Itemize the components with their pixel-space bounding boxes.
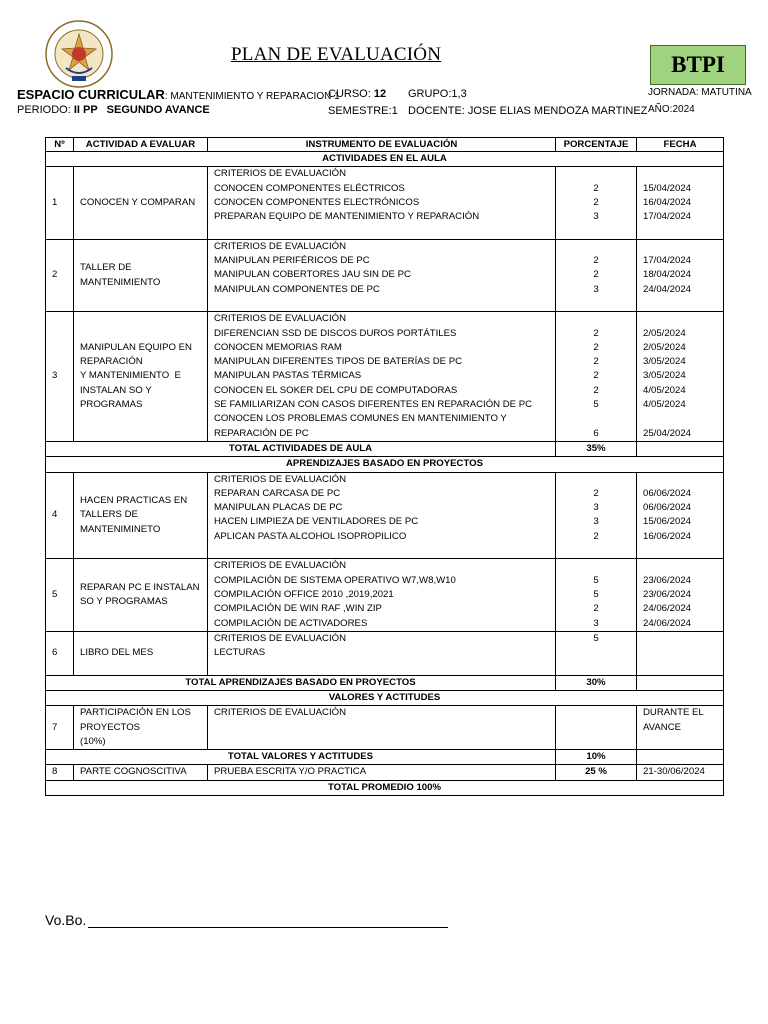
- row-porcentaje: [556, 559, 637, 631]
- table-header-row: [46, 138, 724, 152]
- fecha-value: 15/04/2024: [643, 182, 692, 194]
- instrument-line: MANIPULAN COMPONENTES DE PC: [214, 283, 380, 295]
- school-seal-logo: [44, 18, 114, 90]
- pct-value: 2: [593, 182, 599, 194]
- page-title: PLAN DE EVALUACIÓN: [231, 44, 442, 65]
- row-actividad: [74, 239, 208, 311]
- actividad-line: INSTALAN SO Y: [80, 384, 152, 396]
- fecha-value: 18/04/2024: [643, 269, 692, 281]
- fecha-value: 2/05/2024: [643, 341, 686, 353]
- row-actividad: [74, 167, 208, 239]
- row-num: 7: [46, 706, 74, 750]
- espacio-value: : MANTENIMIENTO Y REPARACION 1: [164, 91, 340, 102]
- fecha-value: 23/06/2024: [643, 574, 692, 586]
- fecha-value: 25/04/2024: [643, 427, 692, 439]
- actividad-line: MANIPULAN EQUIPO EN: [80, 341, 192, 353]
- fecha-value: 23/06/2024: [643, 588, 692, 600]
- total-label: TOTAL PROMEDIO 100%: [46, 780, 724, 795]
- row-instrumento: [208, 706, 556, 750]
- row-num: 1: [46, 167, 74, 239]
- table-row: [46, 312, 724, 442]
- actividad-line: HACEN PRACTICAS EN: [80, 494, 188, 506]
- criterios-line: CRITERIOS DE EVALUACIÓN: [214, 560, 347, 572]
- row-fecha: [637, 167, 724, 239]
- instrument-line: HACEN LIMPIEZA DE VENTILADORES DE PC: [214, 516, 419, 528]
- fecha-value: 24/04/2024: [643, 283, 692, 295]
- row-instrumento: [208, 239, 556, 311]
- row-porcentaje: [556, 239, 637, 311]
- criterios-line: CRITERIOS DE EVALUACIÓN: [214, 240, 347, 252]
- row-instrumento: [208, 631, 556, 675]
- row-actividad: [74, 472, 208, 559]
- row-actividad: [74, 631, 208, 675]
- fecha-value: 15/06/2024: [643, 516, 692, 528]
- row-num: 2: [46, 239, 74, 311]
- docente: DOCENTE: JOSE ELIAS MENDOZA MARTINEZ: [408, 105, 648, 117]
- row-porcentaje: 25 %: [556, 765, 637, 780]
- jornada: JORNADA: MATUTINA: [648, 87, 752, 98]
- instrument-line: MANIPULAN PERIFÉRICOS DE PC: [214, 255, 370, 267]
- total-value: 10%: [556, 750, 637, 765]
- criterios-line: CRITERIOS DE EVALUACIÓN: [214, 313, 347, 325]
- col-actividad: ACTIVIDAD A EVALUAR: [74, 138, 208, 152]
- evaluation-table: [45, 137, 724, 796]
- total-label: TOTAL VALORES Y ACTITUDES: [46, 750, 556, 765]
- pct-value: 5: [593, 632, 599, 644]
- actividad-line: TALLERS DE: [80, 509, 138, 521]
- criterios-line: CRITERIOS DE EVALUACIÓN: [214, 168, 347, 180]
- fecha-value: 24/06/2024: [643, 603, 692, 615]
- row-porcentaje: [556, 631, 637, 675]
- espacio-curricular: [17, 87, 340, 102]
- row-actividad: [74, 559, 208, 631]
- instrument-line: DIFERENCIAN SSD DE DISCOS DUROS PORTÁTILES: [214, 327, 457, 339]
- fecha-value: 16/06/2024: [643, 530, 692, 542]
- actividad-line: LIBRO DEL MES: [80, 647, 154, 659]
- pct-value: 3: [593, 283, 599, 295]
- total-row-proyectos: [46, 675, 724, 690]
- table-row: [46, 239, 724, 311]
- fecha-value: 24/06/2024: [643, 617, 692, 629]
- instrument-line: CONOCEN MEMORIAS RAM: [214, 341, 342, 353]
- criterios-line: CRITERIOS DE EVALUACIÓN: [214, 632, 347, 644]
- instrument-line: COMPILACIÓN DE SISTEMA OPERATIVO W7,W8,W10: [214, 574, 456, 586]
- fecha-value: DURANTE EL: [643, 707, 704, 719]
- instrument-line: SE FAMILIARIZAN CON CASOS DIFERENTES EN REPARACIÓN DE PC: [214, 399, 533, 411]
- table-row: [46, 631, 724, 675]
- instrument-line: CONOCEN EL SOKER DEL CPU DE COMPUTADORAS: [214, 384, 458, 396]
- grupo: GRUPO:1,3: [408, 88, 467, 100]
- row-fecha: [637, 631, 724, 675]
- fecha-value: 4/05/2024: [643, 384, 686, 396]
- instrument-line: LECTURAS: [214, 647, 266, 659]
- pct-value: 3: [593, 502, 599, 514]
- row-fecha: [637, 559, 724, 631]
- pct-value: 2: [593, 370, 599, 382]
- actividad-line: MANTENIMIENTO: [80, 276, 161, 288]
- criterios-line: CRITERIOS DE EVALUACIÓN: [214, 473, 347, 485]
- fecha-value: 17/04/2024: [643, 211, 692, 223]
- curso-value: 12: [373, 88, 387, 100]
- fecha-value: 06/06/2024: [643, 487, 692, 499]
- pct-value: 3: [593, 516, 599, 528]
- row-actividad: [74, 312, 208, 442]
- pct-value: 2: [593, 356, 599, 368]
- pct-value: 2: [593, 530, 599, 542]
- fecha-value: 06/06/2024: [643, 502, 692, 514]
- pct-value: 2: [593, 341, 599, 353]
- instrument-line: MANIPULAN PASTAS TÉRMICAS: [214, 370, 362, 382]
- instrument-line: MANIPULAN DIFERENTES TIPOS DE BATERÍAS DE PC: [214, 356, 463, 368]
- col-num: Nº: [46, 138, 74, 152]
- badge-label: BTPI: [671, 52, 725, 77]
- row-instrumento: [208, 472, 556, 559]
- row-porcentaje: [556, 706, 637, 750]
- pct-value: 3: [593, 617, 599, 629]
- total-row-valores: [46, 750, 724, 765]
- table-row: [46, 706, 724, 750]
- instrument-line: APLICAN PASTA ALCOHOL ISOPROPILICO: [214, 530, 407, 542]
- actividad-line: (10%): [80, 735, 106, 747]
- actividad-line: CONOCEN Y COMPARAN: [80, 196, 196, 208]
- section-title: VALORES Y ACTITUDES: [46, 690, 724, 705]
- row-num: 8: [46, 765, 74, 780]
- section-title: ACTIVIDADES EN EL AULA: [46, 152, 724, 167]
- section-row-aula: [46, 152, 724, 167]
- fecha-value: 3/05/2024: [643, 356, 686, 368]
- pct-value: 5: [593, 574, 599, 586]
- table-row: [46, 472, 724, 559]
- row-actividad: [74, 706, 208, 750]
- actividad-line: PROGRAMAS: [80, 399, 143, 411]
- actividad-line: PROYECTOS: [80, 721, 141, 733]
- pct-value: 2: [593, 327, 599, 339]
- instrument-line: COMPILACIÓN OFFICE 2010 ,2019,2021: [214, 588, 394, 600]
- total-label: TOTAL APRENDIZAJES BASADO EN PROYECTOS: [46, 675, 556, 690]
- instrument-line: COMPILACIÓN DE ACTIVADORES: [214, 617, 368, 629]
- section-row-valores: [46, 690, 724, 705]
- row-instrumento: [208, 559, 556, 631]
- total-label: TOTAL ACTIVIDADES DE AULA: [46, 441, 556, 456]
- pct-value: 2: [593, 255, 599, 267]
- actividad-line: PARTICIPACIÓN EN LOS: [80, 707, 191, 719]
- table-row: [46, 559, 724, 631]
- pct-value: 2: [593, 269, 599, 281]
- fecha-value: 4/05/2024: [643, 399, 686, 411]
- row-porcentaje: [556, 167, 637, 239]
- vobo-label: Vo.Bo.: [45, 912, 87, 928]
- row-porcentaje: [556, 312, 637, 442]
- fecha-value: AVANCE: [643, 721, 682, 733]
- fecha-value: 3/05/2024: [643, 370, 686, 382]
- fecha-value: 17/04/2024: [643, 255, 692, 267]
- row-num: 4: [46, 472, 74, 559]
- actividad-line: SO Y PROGRAMAS: [80, 596, 168, 608]
- row-fecha: [637, 706, 724, 750]
- col-fecha: FECHA: [637, 138, 724, 152]
- row-fecha: 21-30/06/2024: [637, 765, 724, 780]
- espacio-label: ESPACIO CURRICULAR: [17, 87, 165, 102]
- row-actividad: PARTE COGNOSCITIVA: [74, 765, 208, 780]
- total-row-aula: [46, 441, 724, 456]
- pct-value: 2: [593, 603, 599, 615]
- instrument-line: CONOCEN COMPONENTES ELÉCTRICOS: [214, 182, 405, 194]
- instrument-line: COMPILACIÓN DE WIN RAF ,WIN ZIP: [214, 603, 382, 615]
- row-fecha: [637, 312, 724, 442]
- row-num: 5: [46, 559, 74, 631]
- row-porcentaje: [556, 472, 637, 559]
- semestre: SEMESTRE:1: [328, 105, 398, 117]
- instrument-line: REPARACIÓN DE PC: [214, 427, 309, 439]
- fecha-value: 2/05/2024: [643, 327, 686, 339]
- row-instrumento: [208, 167, 556, 239]
- row-num: 3: [46, 312, 74, 442]
- col-porcentaje: PORCENTAJE: [556, 138, 637, 152]
- periodo-value: II PP SEGUNDO AVANCE: [73, 104, 210, 116]
- pct-value: 5: [593, 399, 599, 411]
- btpi-badge: [650, 45, 746, 85]
- actividad-line: Y MANTENIMIENTO E: [80, 370, 181, 382]
- row-fecha: [637, 239, 724, 311]
- instrument-line: MANIPULAN PLACAS DE PC: [214, 502, 343, 514]
- pct-value: 3: [593, 211, 599, 223]
- instrument-line: CONOCEN LOS PROBLEMAS COMUNES EN MANTENIMIENTO Y: [214, 413, 507, 425]
- row-instrumento: PRUEBA ESCRITA Y/O PRACTICA: [208, 765, 556, 780]
- row-instrumento: [208, 312, 556, 442]
- actividad-line: TALLER DE: [80, 262, 132, 274]
- instrument-line: REPARAN CARCASA DE PC: [214, 487, 341, 499]
- pct-value: 2: [593, 384, 599, 396]
- pct-value: 2: [593, 487, 599, 499]
- periodo-label: PERIODO:: [17, 104, 74, 116]
- section-row-proyectos: [46, 457, 724, 472]
- instrument-line: MANIPULAN COBERTORES JAU SIN DE PC: [214, 269, 411, 281]
- pct-value: 2: [593, 196, 599, 208]
- actividad-line: REPARAN PC E INSTALAN: [80, 581, 200, 593]
- instrument-line: PREPARAN EQUIPO DE MANTENIMIENTO Y REPARACIÓN: [214, 211, 480, 223]
- curso: [328, 88, 386, 100]
- table-row: [46, 167, 724, 239]
- pct-value: 6: [593, 427, 599, 439]
- total-value: 35%: [556, 441, 637, 456]
- actividad-line: MANTENIMINETO: [80, 523, 161, 535]
- pct-value: 5: [593, 588, 599, 600]
- instrument-line: CRITERIOS DE EVALUACIÓN: [214, 707, 347, 719]
- row-fecha: [637, 472, 724, 559]
- section-title: APRENDIZAJES BASADO EN PROYECTOS: [46, 457, 724, 472]
- instrument-line: CONOCEN COMPONENTES ELECTRÓNICOS: [214, 196, 420, 208]
- actividad-line: REPARACIÓN: [80, 356, 143, 368]
- total-value: 30%: [556, 675, 637, 690]
- row-num: 6: [46, 631, 74, 675]
- curso-label: CURSO:: [328, 88, 374, 100]
- fecha-value: 16/04/2024: [643, 196, 692, 208]
- signature-line: [88, 927, 448, 928]
- col-instrumento: INSTRUMENTO DE EVALUACIÓN: [208, 138, 556, 152]
- anio: AÑO:2024: [648, 104, 695, 115]
- periodo: [17, 104, 210, 116]
- table-row: [46, 765, 724, 780]
- total-row-promedio: [46, 780, 724, 795]
